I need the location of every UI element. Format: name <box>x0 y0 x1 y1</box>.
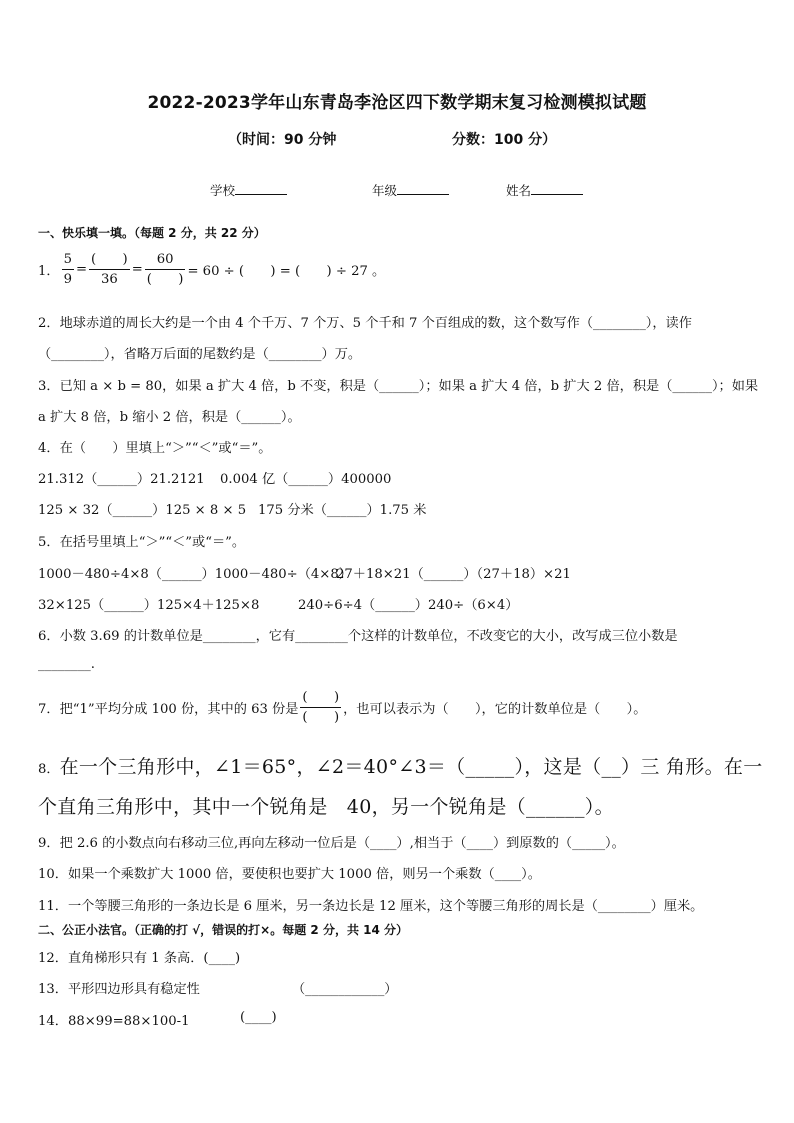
q5-item-1: 1000－480÷4×8（______）1000－480÷（4×8） <box>38 567 352 582</box>
q8-text-1: 在一个三角形中，∠1＝65°，∠2＝40°∠3＝（_____），这是（__）三 角形。在一 <box>59 756 763 778</box>
exam-time: （时间：90 分钟 <box>228 132 337 148</box>
q5-item-3: 32×125（______）125×4＋125×8 <box>38 598 260 613</box>
q5-item-4: 240÷6÷4（______）240÷（6×4） <box>298 598 519 613</box>
q1-f1-denominator: 9 <box>63 272 72 287</box>
school-blank[interactable] <box>235 192 287 195</box>
page-title: 2022-2023学年山东青岛李沧区四下数学期末复习检测模拟试题 <box>147 93 647 113</box>
question-12: 12．直角梯形只有 1 条高．(____) <box>38 951 241 966</box>
q1-f2-denominator: 36 <box>100 272 118 287</box>
q7-text-a: 7．把“1”平均分成 100 份，其中的 63 份是 <box>38 702 299 717</box>
q4-item-3: 125 × 32（______）125 × 8 × 5 <box>38 503 247 518</box>
q7-numerator[interactable]: ( ) <box>300 688 341 708</box>
q7-fraction[interactable] <box>300 688 341 727</box>
q1-equals-2: = <box>131 262 143 277</box>
q1-fraction-1 <box>62 250 74 289</box>
grade-blank[interactable] <box>397 192 449 195</box>
question-14-blank[interactable]: (____) <box>240 1010 277 1025</box>
question-13-text: 13．平形四边形具有稳定性 <box>38 982 200 997</box>
q5-item-2: 27＋18×21（______）（27＋18）×21 <box>336 567 571 582</box>
question-11: 11．一个等腰三角形的一条边长是 6 厘米，另一条边长是 12 厘米，这个等腰三角形的周长是（________）厘米。 <box>38 899 704 914</box>
question-6-line-2: ________. <box>38 657 95 672</box>
question-3-line-2: a 扩大 8 倍，b 缩小 2 倍，积是（______）。 <box>38 410 301 425</box>
question-1 <box>38 250 385 289</box>
q4-item-4: 175 分米（______）1.75 米 <box>258 503 427 518</box>
question-10: 10．如果一个乘数扩大 1000 倍，要使积也要扩大 1000 倍，则另一个乘数（____）。 <box>38 867 541 882</box>
q1-equals-1: = <box>75 262 88 277</box>
school-field[interactable] <box>210 181 287 199</box>
section-2-heading: 二、公正小法官。（正确的打 √，错误的打×。每题 2 分，共 14 分） <box>38 923 408 937</box>
question-9: 9．把 2.6 的小数点向右移动三位,再向左移动一位后是（____）,相当于（____）到原数的（_____）。 <box>38 836 625 851</box>
question-2-line-1: 2．地球赤道的周长大约是一个由 4 个千万、7 个万、5 个千和 7 个百组成的数，这个数写作（________），读作 <box>38 316 692 331</box>
name-blank[interactable] <box>531 192 583 195</box>
question-6-line-1: 6．小数 3.69 的计数单位是________，它有________个这样的计数单位，不改变它的大小，改写成三位小数是 <box>38 629 678 644</box>
name-field[interactable] <box>506 181 583 199</box>
q4-item-2: 0.004 亿（______）400000 <box>220 472 392 487</box>
question-3-line-1: 3．已知 a × b = 80，如果 a 扩大 4 倍，b 不变，积是（______）；如果 a 扩大 4 倍，b 扩大 2 倍，积是（______）；如果 <box>38 379 759 394</box>
question-4-heading: 4．在（ ）里填上“＞”“＜”或“＝”。 <box>38 441 272 456</box>
name-label: 姓名 <box>506 183 532 198</box>
school-label: 学校 <box>210 183 236 198</box>
section-1-heading: 一、快乐填一填。（每题 2 分，共 22 分） <box>38 226 266 240</box>
question-13-blank[interactable]: （____________） <box>292 982 398 997</box>
question-7 <box>38 688 646 727</box>
exam-score: 分数：100 分） <box>452 132 557 148</box>
question-2-line-2: （________），省略万后面的尾数约是（________）万。 <box>38 347 362 362</box>
q1-fraction-2[interactable] <box>89 250 130 289</box>
grade-label: 年级 <box>372 183 398 198</box>
q1-f2-numerator[interactable]: ( ) <box>89 250 130 270</box>
question-14-text: 14．88×99=88×100-1 <box>38 1014 190 1029</box>
q1-f3-denominator[interactable]: ( ) <box>146 272 184 287</box>
q7-denominator[interactable]: ( ) <box>302 710 340 725</box>
q4-item-1: 21.312（______）21.2121 <box>38 472 205 487</box>
q1-f3-numerator: 60 <box>145 250 186 270</box>
grade-field[interactable] <box>372 181 449 199</box>
q1-tail[interactable]: = 60 ÷ ( ) = ( ) ÷ 27 。 <box>187 264 386 279</box>
q1-fraction-3[interactable] <box>145 250 186 289</box>
q1-f1-numerator: 5 <box>62 250 74 270</box>
q8-number: 8． <box>38 762 60 777</box>
question-5-heading: 5．在括号里填上“＞”“＜”或“＝”。 <box>38 535 246 550</box>
q1-number: 1． <box>38 264 60 279</box>
question-8-line-2: 个直角三角形中，其中一个锐角是 40，另一个锐角是（______）。 <box>38 796 614 818</box>
q7-text-b: ，也可以表示为（ ），它的计数单位是（ ）。 <box>343 702 647 717</box>
question-8-line-1 <box>38 752 763 779</box>
